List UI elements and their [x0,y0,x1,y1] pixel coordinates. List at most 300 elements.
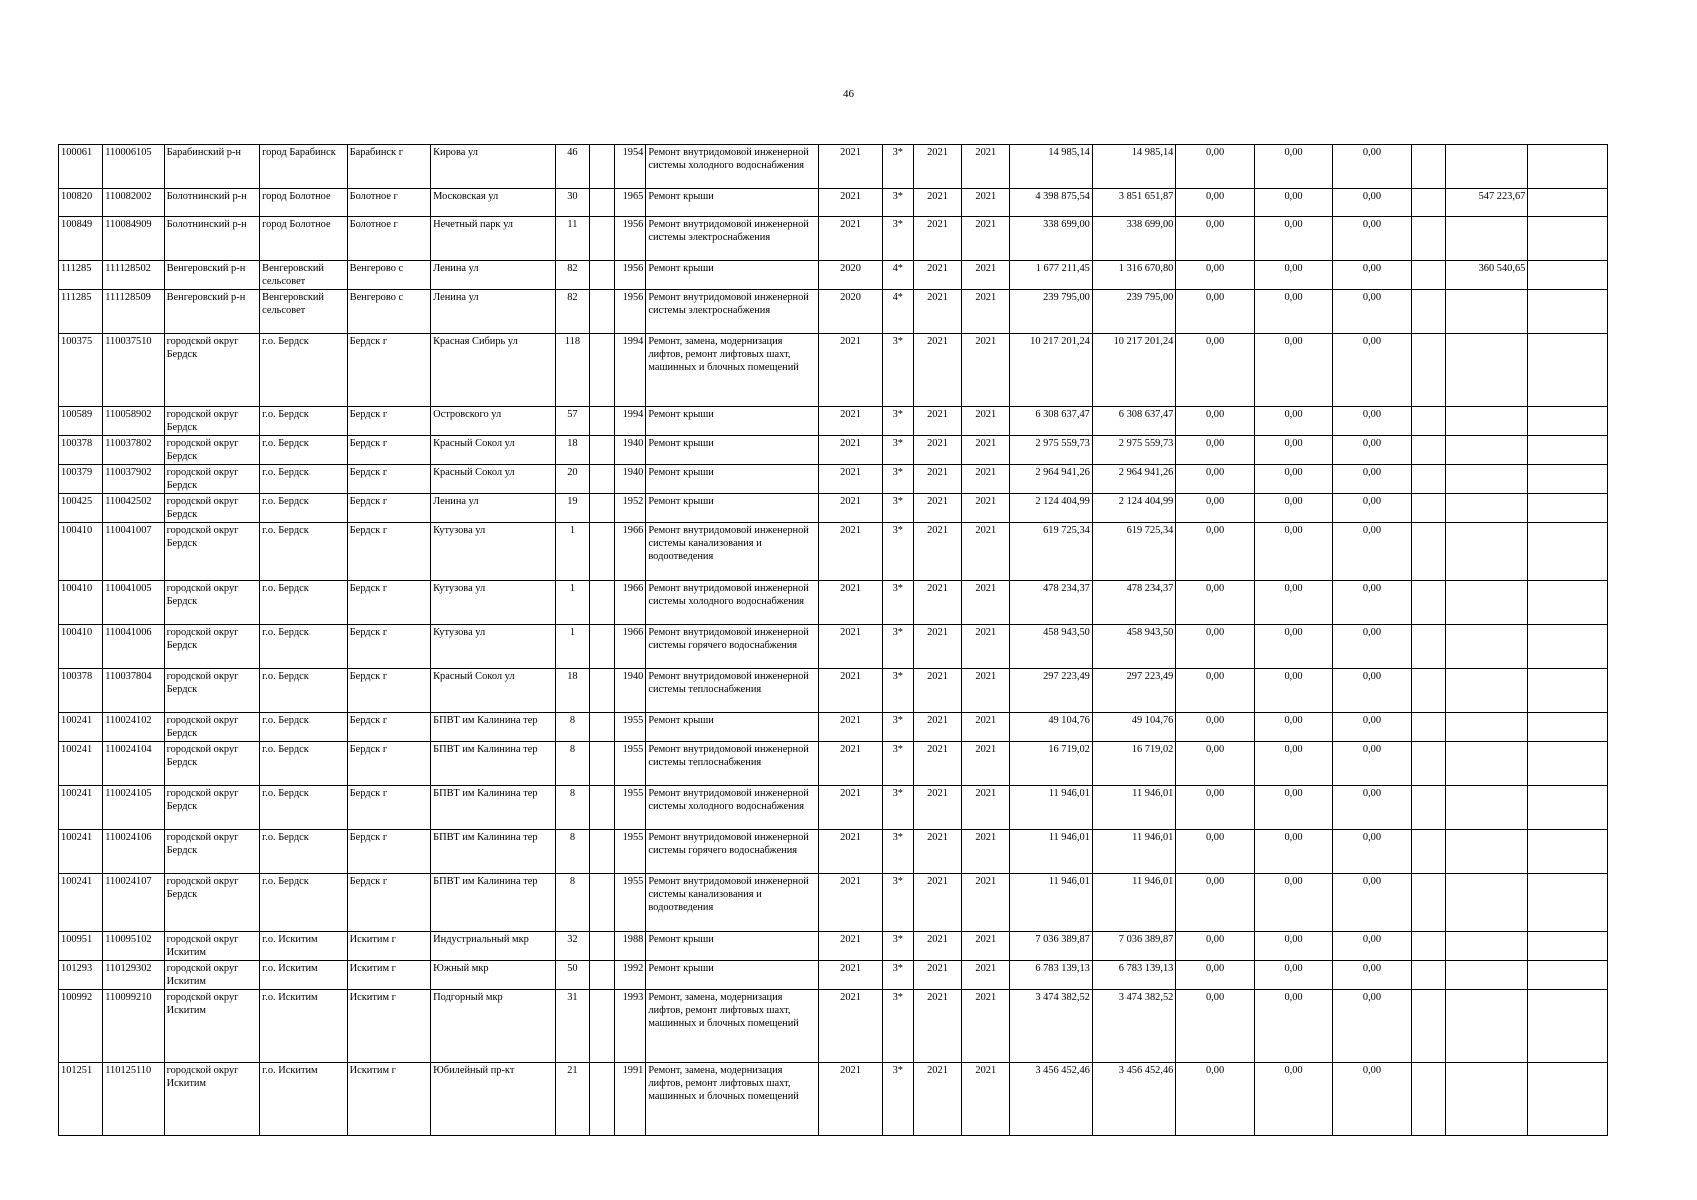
cell-mark: 3* [882,932,913,961]
cell-total-cost: 3 456 452,46 [1010,1063,1092,1136]
cell-regional: 0,00 [1254,1063,1332,1136]
cell-fund-cost: 239 795,00 [1092,290,1175,334]
cell-local: 0,00 [1333,669,1411,713]
cell-regional: 0,00 [1254,494,1332,523]
cell-code: 111128502 [103,261,164,290]
cell-start-year: 2021 [913,961,961,990]
cell-district: городской округ Бердск [164,436,260,465]
cell-building [590,1063,615,1136]
cell-owners-funds [1445,581,1527,625]
table-row [59,990,1608,1063]
cell-id: 100241 [59,830,103,874]
cell-municipality: г.о. Бердск [260,786,348,830]
cell-local: 0,00 [1333,217,1411,261]
cell-owners-funds [1445,669,1527,713]
cell-district: городской округ Искитим [164,1063,260,1136]
cell-owners-funds [1445,1063,1527,1136]
cell-mark: 3* [882,465,913,494]
cell-extra [1411,407,1445,436]
cell-total-cost: 338 699,00 [1010,217,1092,261]
cell-work-type: Ремонт крыши [646,932,819,961]
cell-id: 100410 [59,523,103,581]
cell-house: 46 [555,145,589,189]
cell-fund-cost: 338 699,00 [1092,217,1175,261]
cell-settlement: Болотное г [347,217,430,261]
cell-regional: 0,00 [1254,713,1332,742]
cell-federal: 0,00 [1176,932,1254,961]
cell-federal: 0,00 [1176,334,1254,407]
cell-fund-cost: 3 456 452,46 [1092,1063,1175,1136]
cell-federal: 0,00 [1176,581,1254,625]
cell-house: 31 [555,990,589,1063]
cell-plan-year: 2021 [819,494,882,523]
cell-street: Кутузова ул [431,581,556,625]
cell-house: 11 [555,217,589,261]
cell-year-built: 1955 [615,713,646,742]
cell-settlement: Бердск г [347,874,430,932]
cell-extra [1411,581,1445,625]
cell-note [1528,465,1608,494]
cell-note [1528,261,1608,290]
cell-total-cost: 49 104,76 [1010,713,1092,742]
cell-district: городской округ Бердск [164,625,260,669]
cell-start-year: 2021 [913,465,961,494]
cell-fund-cost: 2 124 404,99 [1092,494,1175,523]
cell-district: городской округ Искитим [164,961,260,990]
cell-owners-funds [1445,494,1527,523]
cell-year-built: 1991 [615,1063,646,1136]
cell-id: 100241 [59,713,103,742]
cell-district: Венгеровский р-н [164,290,260,334]
cell-start-year: 2021 [913,713,961,742]
cell-work-type: Ремонт крыши [646,189,819,217]
cell-building [590,290,615,334]
cell-id: 100410 [59,625,103,669]
cell-building [590,932,615,961]
cell-extra [1411,189,1445,217]
cell-house: 1 [555,625,589,669]
cell-total-cost: 16 719,02 [1010,742,1092,786]
cell-extra [1411,713,1445,742]
cell-note [1528,581,1608,625]
cell-federal: 0,00 [1176,436,1254,465]
cell-federal: 0,00 [1176,990,1254,1063]
cell-regional: 0,00 [1254,407,1332,436]
cell-fund-cost: 3 851 651,87 [1092,189,1175,217]
cell-owners-funds [1445,625,1527,669]
cell-year-built: 1966 [615,581,646,625]
cell-owners-funds [1445,742,1527,786]
cell-year-built: 1940 [615,465,646,494]
cell-street: Ленина ул [431,261,556,290]
cell-local: 0,00 [1333,581,1411,625]
cell-end-year: 2021 [962,625,1010,669]
cell-end-year: 2021 [962,465,1010,494]
cell-note [1528,407,1608,436]
cell-mark: 3* [882,494,913,523]
cell-extra [1411,436,1445,465]
cell-regional: 0,00 [1254,290,1332,334]
cell-mark: 4* [882,290,913,334]
cell-regional: 0,00 [1254,669,1332,713]
cell-id: 100589 [59,407,103,436]
cell-mark: 3* [882,189,913,217]
cell-extra [1411,523,1445,581]
cell-id: 111285 [59,290,103,334]
cell-fund-cost: 6 783 139,13 [1092,961,1175,990]
cell-plan-year: 2021 [819,625,882,669]
cell-end-year: 2021 [962,669,1010,713]
cell-owners-funds [1445,290,1527,334]
cell-owners-funds [1445,713,1527,742]
cell-work-type: Ремонт внутридомовой инженерной системы горячего водоснабжения [646,830,819,874]
cell-federal: 0,00 [1176,217,1254,261]
cell-house: 18 [555,436,589,465]
cell-id: 100375 [59,334,103,407]
cell-local: 0,00 [1333,465,1411,494]
cell-street: БПВТ им Калинина тер [431,742,556,786]
cell-local: 0,00 [1333,436,1411,465]
cell-note [1528,217,1608,261]
table-row [59,494,1608,523]
cell-id: 100241 [59,874,103,932]
cell-work-type: Ремонт внутридомовой инженерной системы холодного водоснабжения [646,145,819,189]
cell-federal: 0,00 [1176,407,1254,436]
cell-work-type: Ремонт внутридомовой инженерной системы электроснабжения [646,290,819,334]
cell-note [1528,189,1608,217]
cell-building [590,217,615,261]
cell-mark: 3* [882,713,913,742]
cell-work-type: Ремонт крыши [646,407,819,436]
cell-extra [1411,334,1445,407]
cell-note [1528,494,1608,523]
cell-code: 110024106 [103,830,164,874]
cell-total-cost: 7 036 389,87 [1010,932,1092,961]
cell-extra [1411,669,1445,713]
cell-owners-funds [1445,990,1527,1063]
cell-end-year: 2021 [962,407,1010,436]
cell-house: 18 [555,669,589,713]
cell-house: 19 [555,494,589,523]
cell-mark: 3* [882,1063,913,1136]
cell-total-cost: 1 677 211,45 [1010,261,1092,290]
cell-note [1528,436,1608,465]
cell-total-cost: 6 783 139,13 [1010,961,1092,990]
cell-year-built: 1994 [615,334,646,407]
cell-year-built: 1956 [615,217,646,261]
cell-code: 110129302 [103,961,164,990]
cell-plan-year: 2021 [819,1063,882,1136]
cell-street: Южный мкр [431,961,556,990]
cell-regional: 0,00 [1254,874,1332,932]
cell-street: Ленина ул [431,494,556,523]
cell-street: Кирова ул [431,145,556,189]
cell-federal: 0,00 [1176,713,1254,742]
cell-municipality: город Болотное [260,189,348,217]
cell-municipality: г.о. Искитим [260,1063,348,1136]
cell-code: 110024107 [103,874,164,932]
cell-code: 110006105 [103,145,164,189]
cell-start-year: 2021 [913,932,961,961]
cell-local: 0,00 [1333,1063,1411,1136]
table-row [59,1063,1608,1136]
cell-plan-year: 2021 [819,407,882,436]
cell-plan-year: 2020 [819,290,882,334]
cell-owners-funds: 360 540,65 [1445,261,1527,290]
table-row [59,217,1608,261]
cell-plan-year: 2021 [819,581,882,625]
cell-note [1528,713,1608,742]
cell-fund-cost: 458 943,50 [1092,625,1175,669]
cell-plan-year: 2021 [819,189,882,217]
cell-start-year: 2021 [913,1063,961,1136]
cell-district: городской округ Бердск [164,407,260,436]
cell-year-built: 1956 [615,290,646,334]
cell-code: 110058902 [103,407,164,436]
cell-district: городской округ Бердск [164,523,260,581]
cell-owners-funds [1445,523,1527,581]
cell-id: 100849 [59,217,103,261]
cell-start-year: 2021 [913,786,961,830]
cell-regional: 0,00 [1254,189,1332,217]
cell-municipality: г.о. Бердск [260,581,348,625]
cell-federal: 0,00 [1176,290,1254,334]
table-row [59,581,1608,625]
cell-start-year: 2021 [913,145,961,189]
cell-mark: 3* [882,786,913,830]
cell-plan-year: 2021 [819,961,882,990]
cell-local: 0,00 [1333,261,1411,290]
cell-district: городской округ Бердск [164,874,260,932]
cell-municipality: Венгеровский сельсовет [260,261,348,290]
cell-plan-year: 2021 [819,334,882,407]
cell-work-type: Ремонт внутридомовой инженерной системы канализования и водоотведения [646,874,819,932]
cell-end-year: 2021 [962,436,1010,465]
cell-id: 100241 [59,786,103,830]
cell-year-built: 1966 [615,625,646,669]
cell-federal: 0,00 [1176,465,1254,494]
cell-code: 110084909 [103,217,164,261]
cell-mark: 3* [882,625,913,669]
cell-local: 0,00 [1333,713,1411,742]
cell-settlement: Бердск г [347,742,430,786]
cell-federal: 0,00 [1176,494,1254,523]
table-row [59,145,1608,189]
cell-extra [1411,217,1445,261]
cell-extra [1411,990,1445,1063]
cell-extra [1411,145,1445,189]
cell-work-type: Ремонт, замена, модернизация лифтов, ремонт лифтовых шахт, машинных и блочных помещений [646,990,819,1063]
table-row [59,625,1608,669]
cell-owners-funds [1445,145,1527,189]
cell-regional: 0,00 [1254,932,1332,961]
cell-extra [1411,786,1445,830]
cell-fund-cost: 2 975 559,73 [1092,436,1175,465]
cell-street: Красный Сокол ул [431,436,556,465]
cell-local: 0,00 [1333,523,1411,581]
cell-fund-cost: 14 985,14 [1092,145,1175,189]
cell-municipality: г.о. Искитим [260,990,348,1063]
cell-mark: 3* [882,407,913,436]
cell-owners-funds: 547 223,67 [1445,189,1527,217]
table-row [59,669,1608,713]
cell-work-type: Ремонт крыши [646,494,819,523]
cell-end-year: 2021 [962,713,1010,742]
cell-building [590,961,615,990]
cell-total-cost: 6 308 637,47 [1010,407,1092,436]
cell-end-year: 2021 [962,145,1010,189]
cell-settlement: Искитим г [347,1063,430,1136]
cell-federal: 0,00 [1176,830,1254,874]
cell-code: 110024104 [103,742,164,786]
cell-street: БПВТ им Калинина тер [431,830,556,874]
cell-code: 110125110 [103,1063,164,1136]
cell-id: 100992 [59,990,103,1063]
cell-municipality: г.о. Бердск [260,830,348,874]
cell-house: 8 [555,742,589,786]
cell-end-year: 2021 [962,581,1010,625]
cell-code: 110082002 [103,189,164,217]
cell-code: 110095102 [103,932,164,961]
cell-year-built: 1994 [615,407,646,436]
cell-fund-cost: 11 946,01 [1092,786,1175,830]
cell-local: 0,00 [1333,990,1411,1063]
cell-street: Красный Сокол ул [431,465,556,494]
cell-municipality: г.о. Бердск [260,742,348,786]
table-row [59,334,1608,407]
table-body [59,145,1608,1136]
cell-mark: 3* [882,581,913,625]
cell-code: 110024105 [103,786,164,830]
cell-fund-cost: 10 217 201,24 [1092,334,1175,407]
cell-settlement: Бердск г [347,465,430,494]
cell-settlement: Бердск г [347,625,430,669]
cell-building [590,189,615,217]
cell-mark: 3* [882,334,913,407]
cell-note [1528,625,1608,669]
cell-settlement: Бердск г [347,830,430,874]
cell-total-cost: 3 474 382,52 [1010,990,1092,1063]
cell-work-type: Ремонт крыши [646,713,819,742]
cell-owners-funds [1445,830,1527,874]
cell-settlement: Бердск г [347,786,430,830]
table-row [59,713,1608,742]
cell-federal: 0,00 [1176,961,1254,990]
cell-local: 0,00 [1333,874,1411,932]
cell-end-year: 2021 [962,494,1010,523]
cell-year-built: 1955 [615,830,646,874]
cell-note [1528,669,1608,713]
cell-federal: 0,00 [1176,145,1254,189]
cell-settlement: Болотное г [347,189,430,217]
cell-start-year: 2021 [913,217,961,261]
cell-federal: 0,00 [1176,1063,1254,1136]
cell-id: 100379 [59,465,103,494]
cell-street: Кутузова ул [431,523,556,581]
cell-local: 0,00 [1333,494,1411,523]
cell-extra [1411,465,1445,494]
table-row [59,830,1608,874]
cell-mark: 3* [882,436,913,465]
cell-fund-cost: 1 316 670,80 [1092,261,1175,290]
cell-house: 57 [555,407,589,436]
cell-fund-cost: 297 223,49 [1092,669,1175,713]
cell-municipality: г.о. Бердск [260,713,348,742]
cell-code: 110099210 [103,990,164,1063]
cell-total-cost: 2 975 559,73 [1010,436,1092,465]
cell-fund-cost: 49 104,76 [1092,713,1175,742]
cell-id: 100378 [59,436,103,465]
cell-code: 110041007 [103,523,164,581]
table-row [59,290,1608,334]
cell-regional: 0,00 [1254,581,1332,625]
cell-start-year: 2021 [913,669,961,713]
cell-extra [1411,625,1445,669]
cell-owners-funds [1445,465,1527,494]
cell-municipality: г.о. Бердск [260,494,348,523]
cell-building [590,465,615,494]
cell-id: 100061 [59,145,103,189]
cell-work-type: Ремонт крыши [646,465,819,494]
cell-end-year: 2021 [962,830,1010,874]
cell-house: 82 [555,290,589,334]
cell-id: 100241 [59,742,103,786]
cell-street: Кутузова ул [431,625,556,669]
table-row [59,523,1608,581]
cell-settlement: Искитим г [347,932,430,961]
cell-house: 21 [555,1063,589,1136]
cell-fund-cost: 2 964 941,26 [1092,465,1175,494]
cell-municipality: г.о. Бердск [260,436,348,465]
cell-year-built: 1956 [615,261,646,290]
cell-extra [1411,742,1445,786]
cell-building [590,261,615,290]
cell-total-cost: 11 946,01 [1010,830,1092,874]
cell-code: 110024102 [103,713,164,742]
cell-start-year: 2021 [913,334,961,407]
cell-work-type: Ремонт внутридомовой инженерной системы холодного водоснабжения [646,786,819,830]
cell-id: 100425 [59,494,103,523]
cell-local: 0,00 [1333,407,1411,436]
cell-work-type: Ремонт внутридомовой инженерной системы теплоснабжения [646,742,819,786]
cell-total-cost: 2 964 941,26 [1010,465,1092,494]
cell-work-type: Ремонт внутридомовой инженерной системы холодного водоснабжения [646,581,819,625]
cell-owners-funds [1445,217,1527,261]
cell-id: 100820 [59,189,103,217]
cell-district: городской округ Бердск [164,494,260,523]
cell-owners-funds [1445,334,1527,407]
cell-mark: 3* [882,742,913,786]
cell-plan-year: 2021 [819,786,882,830]
cell-fund-cost: 7 036 389,87 [1092,932,1175,961]
cell-plan-year: 2021 [819,932,882,961]
cell-regional: 0,00 [1254,217,1332,261]
cell-start-year: 2021 [913,261,961,290]
cell-year-built: 1940 [615,436,646,465]
cell-code: 110037510 [103,334,164,407]
cell-start-year: 2021 [913,494,961,523]
cell-total-cost: 11 946,01 [1010,874,1092,932]
cell-settlement: Бердск г [347,669,430,713]
cell-end-year: 2021 [962,217,1010,261]
cell-start-year: 2021 [913,436,961,465]
cell-federal: 0,00 [1176,669,1254,713]
cell-building [590,407,615,436]
cell-house: 8 [555,830,589,874]
cell-year-built: 1965 [615,189,646,217]
cell-regional: 0,00 [1254,465,1332,494]
cell-end-year: 2021 [962,932,1010,961]
